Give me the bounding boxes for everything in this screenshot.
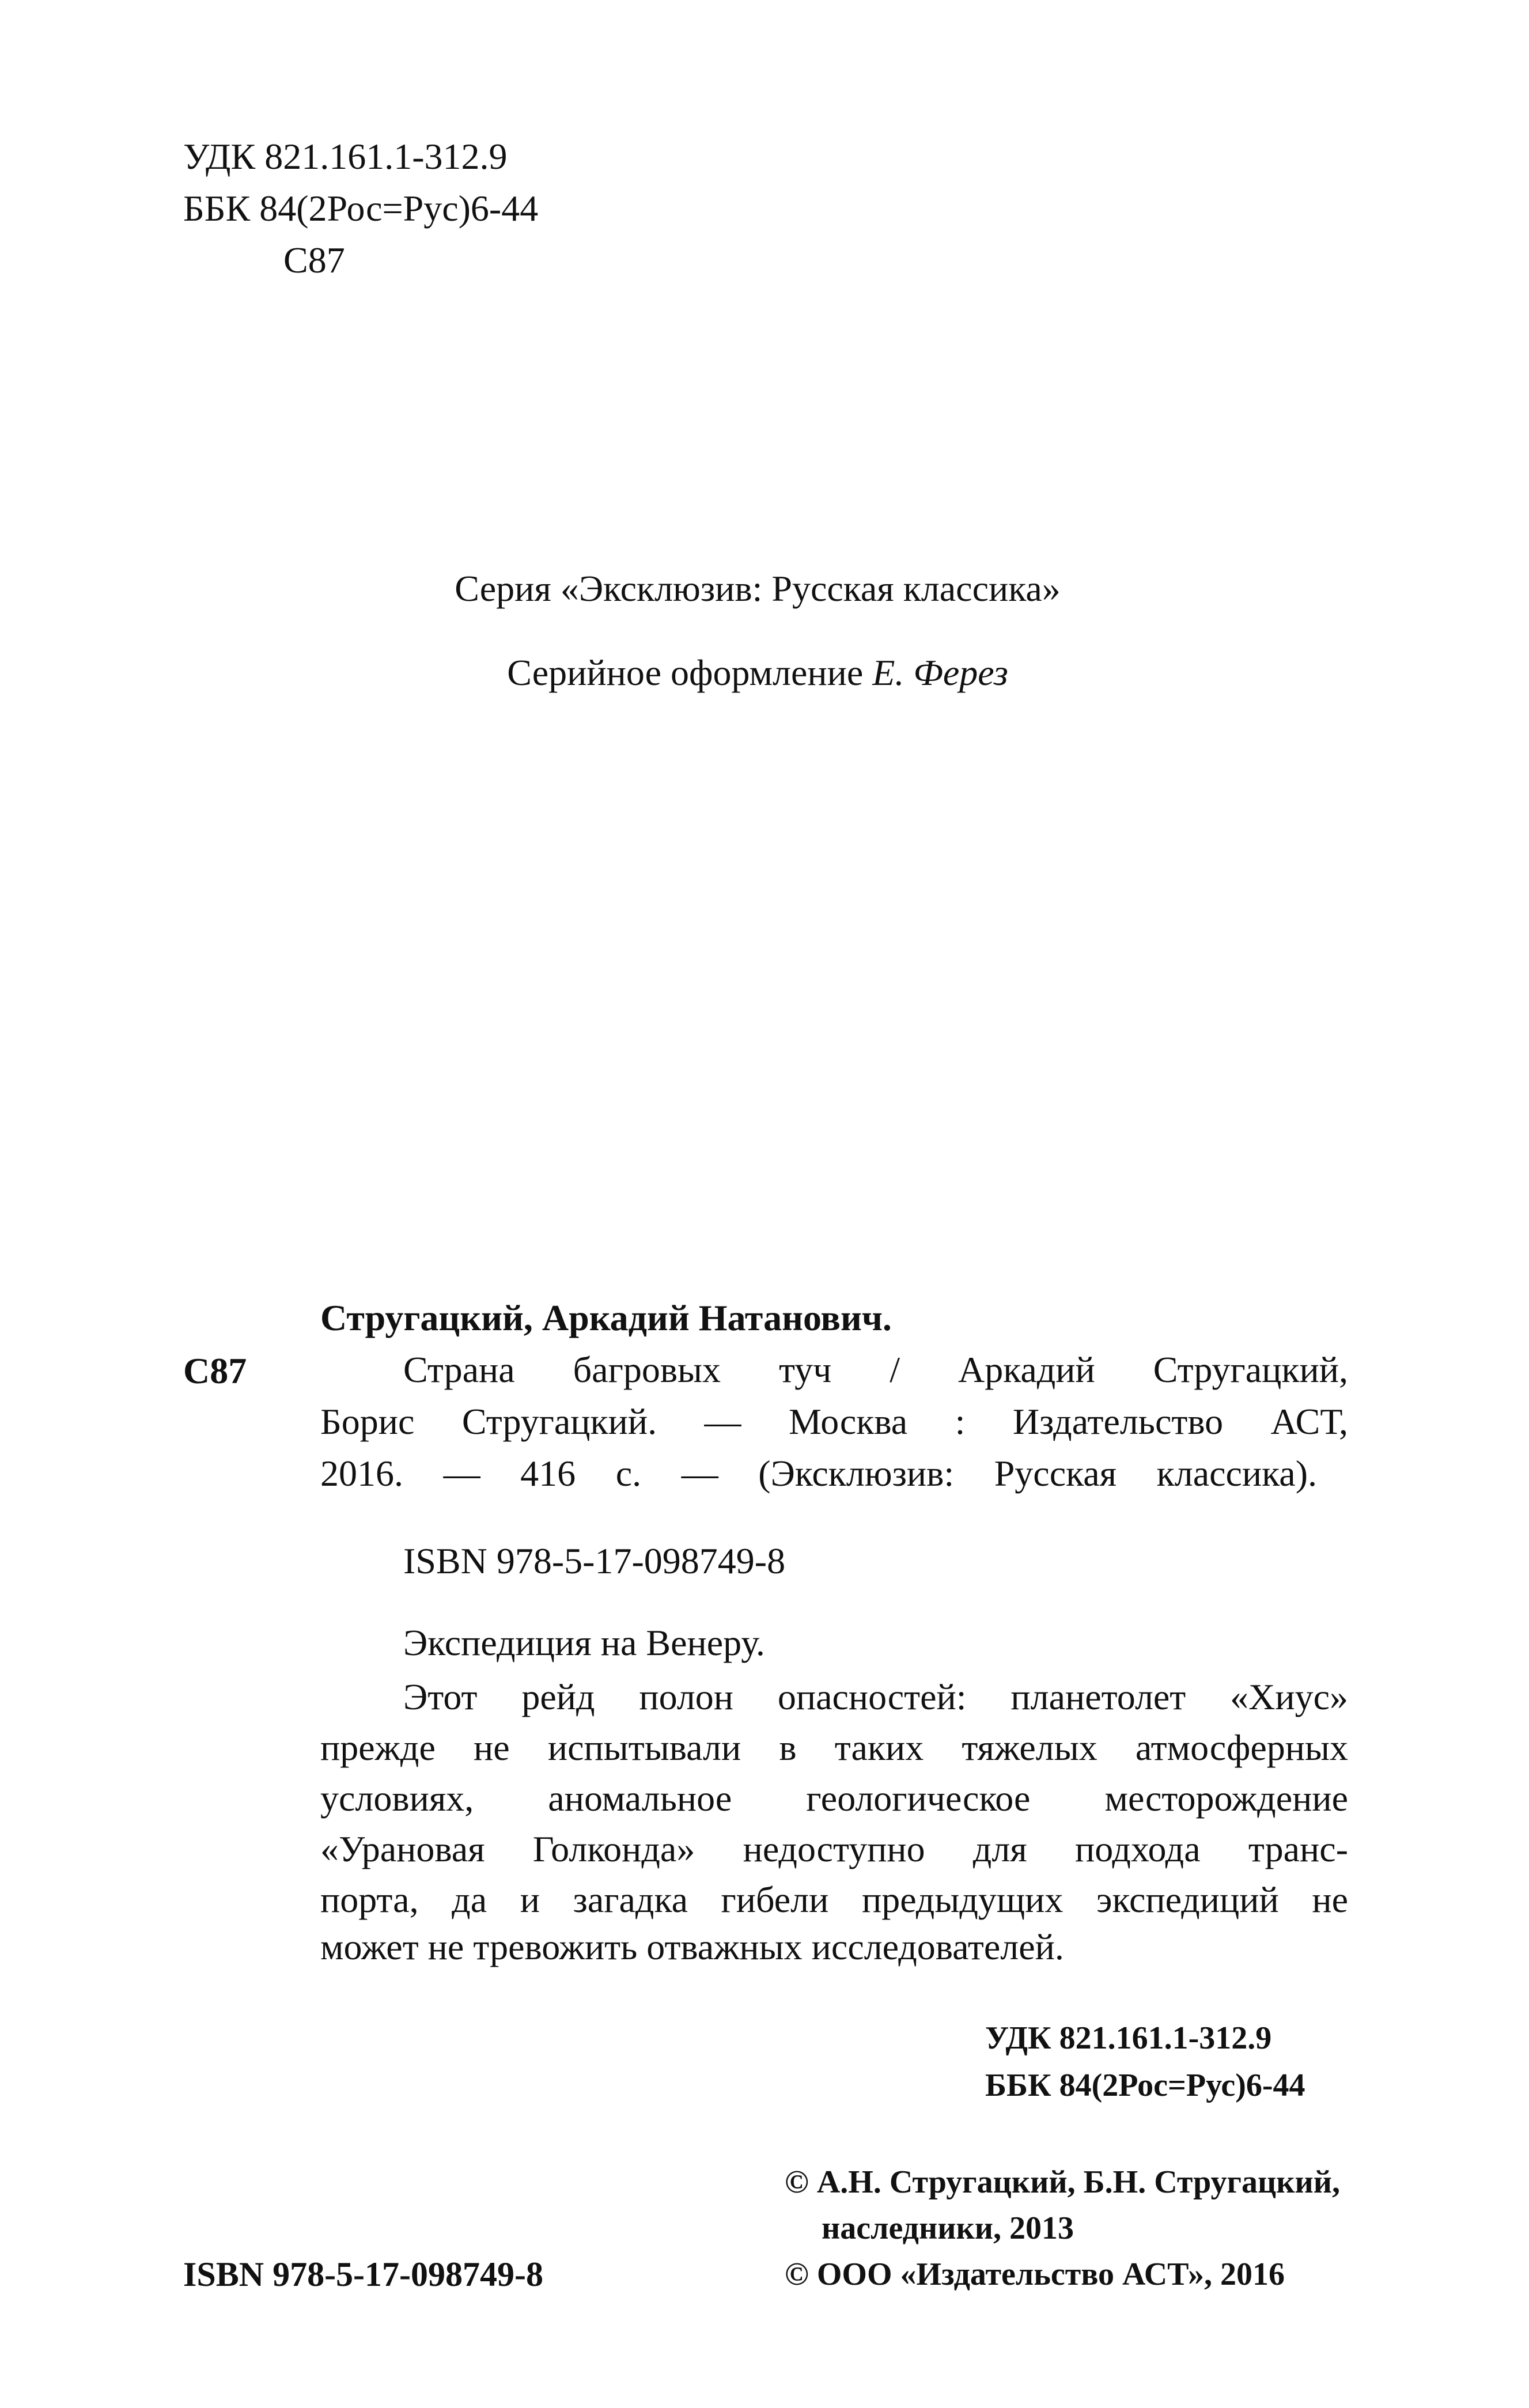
- copyright-line-3: © ООО «Издательство АСТ», 2016: [785, 2256, 1285, 2292]
- series-line: Серия «Эксклюзив: Русская классика»: [455, 568, 1061, 609]
- catalog-isbn: ISBN 978-5-17-098749-8: [403, 1540, 786, 1581]
- annotation-line-1: Этот рейд полон опасностей: планетолет «Хиус»: [403, 1676, 1348, 1717]
- catalog-author-mark: С87: [183, 1350, 247, 1391]
- catalog-author-heading: Стругацкий, Аркадий Натанович.: [320, 1297, 892, 1338]
- annotation-title: Экспедиция на Венеру.: [403, 1622, 765, 1663]
- catalog-udk: УДК 821.161.1-312.9: [985, 2020, 1272, 2056]
- series-design-line: [0, 650, 1522, 696]
- annotation-line-6: может не тревожить отважных исследователей.: [320, 1926, 1064, 1967]
- copyright-line-1: © А.Н. Стругацкий, Б.Н. Стругацкий,: [785, 2164, 1341, 2200]
- top-bbk: ББК 84(2Рос=Рус)6-44: [183, 188, 539, 229]
- copyright-line-2: наследники, 2013: [822, 2210, 1074, 2246]
- top-author-mark: С87: [283, 240, 345, 281]
- series-design-prefix: Серийное оформление: [507, 652, 873, 693]
- catalog-bbk: ББК 84(2Рос=Рус)6-44: [985, 2068, 1305, 2103]
- annotation-line-3: условиях, аномальное геологическое месторождение: [320, 1778, 1348, 1819]
- footer-isbn: ISBN 978-5-17-098749-8: [183, 2255, 543, 2293]
- annotation-line-2: прежде не испытывали в таких тяжелых атмосферных: [320, 1727, 1348, 1768]
- annotation-line-4: «Урановая Голконда» недоступно для подхода транс-: [320, 1828, 1348, 1869]
- catalog-description-line-1: Страна багровых туч / Аркадий Стругацкий,: [403, 1349, 1348, 1390]
- catalog-description-line-2: Борис Стругацкий. — Москва : Издательство АСТ,: [320, 1401, 1348, 1442]
- top-udk: УДК 821.161.1-312.9: [183, 136, 508, 177]
- annotation-line-5: порта, да и загадка гибели предыдущих экспедиций не: [320, 1879, 1348, 1920]
- series-design-author: Е. Ферез: [872, 652, 1008, 693]
- catalog-description-line-3: 2016. — 416 с. — (Эксклюзив: Русская классика).: [320, 1453, 1317, 1494]
